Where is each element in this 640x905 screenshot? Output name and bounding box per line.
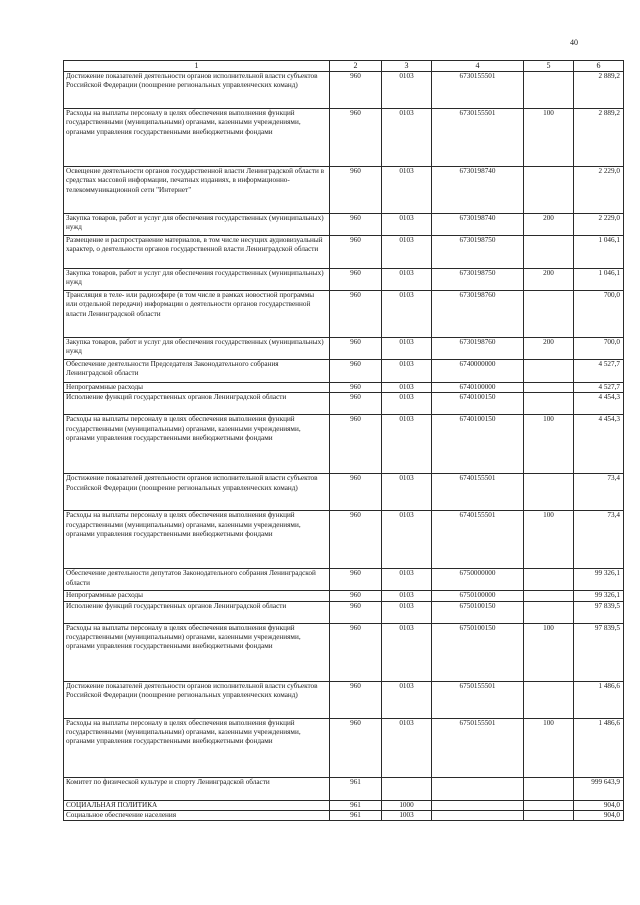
cell-name: СОЦИАЛЬНАЯ ПОЛИТИКА xyxy=(64,800,330,810)
cell-amount: 4 527,7 xyxy=(574,383,624,393)
cell-expense-type xyxy=(524,810,574,820)
cell-name: Достижение показателей деятельности органов исполнительной власти субъектов Российской Федерации (поощрение региональных управленческих команд) xyxy=(64,474,330,511)
cell-section-code: 1000 xyxy=(382,800,432,810)
cell-ved-code: 960 xyxy=(330,415,382,474)
cell-section-code: 0103 xyxy=(382,591,432,601)
cell-section-code: 0103 xyxy=(382,269,432,291)
cell-amount: 904,0 xyxy=(574,810,624,820)
cell-target-article xyxy=(432,777,524,800)
table-body xyxy=(64,72,624,821)
cell-section-code: 0103 xyxy=(382,474,432,511)
cell-section-code: 0103 xyxy=(382,415,432,474)
table-row xyxy=(64,623,624,681)
table-row xyxy=(64,591,624,601)
column-number-1: 1 xyxy=(64,61,330,72)
cell-name: Расходы на выплаты персоналу в целях обеспечения выполнения функций государственными (муниципальными) органами, казенными учреждениями, органами управления государственными внебюджетными фондами xyxy=(64,511,330,569)
cell-target-article: 6740155501 xyxy=(432,474,524,511)
cell-amount: 700,0 xyxy=(574,338,624,360)
table-row xyxy=(64,511,624,569)
table-row xyxy=(64,810,624,820)
cell-section-code: 0103 xyxy=(382,72,432,109)
cell-section-code: 0103 xyxy=(382,681,432,718)
cell-ved-code: 960 xyxy=(330,511,382,569)
cell-section-code: 0103 xyxy=(382,623,432,681)
cell-amount: 99 326,1 xyxy=(574,569,624,591)
cell-section-code: 0103 xyxy=(382,569,432,591)
cell-ved-code: 960 xyxy=(330,360,382,383)
table-row xyxy=(64,393,624,415)
cell-ved-code: 960 xyxy=(330,167,382,214)
cell-name: Расходы на выплаты персоналу в целях обеспечения выполнения функций государственными (муниципальными) органами, казенными учреждениями, органами управления государственными внебюджетными фондами xyxy=(64,109,330,167)
cell-amount: 4 454,3 xyxy=(574,393,624,415)
cell-name: Комитет по физической культуре и спорту Ленинградской области xyxy=(64,777,330,800)
table-row xyxy=(64,800,624,810)
column-number-5: 5 xyxy=(524,61,574,72)
cell-expense-type xyxy=(524,72,574,109)
cell-target-article xyxy=(432,810,524,820)
table-row xyxy=(64,383,624,393)
cell-expense-type xyxy=(524,601,574,623)
cell-expense-type xyxy=(524,474,574,511)
cell-name: Закупка товаров, работ и услуг для обеспечения государственных (муниципальных) нужд xyxy=(64,338,330,360)
cell-section-code: 0103 xyxy=(382,214,432,236)
cell-name: Обеспечение деятельности депутатов Законодательного собрания Ленинградской области xyxy=(64,569,330,591)
column-number-6: 6 xyxy=(574,61,624,72)
cell-expense-type xyxy=(524,800,574,810)
cell-name: Обеспечение деятельности Председателя Законодательного собрания Ленинградской области xyxy=(64,360,330,383)
cell-expense-type xyxy=(524,236,574,269)
cell-amount: 2 229,0 xyxy=(574,214,624,236)
cell-ved-code: 960 xyxy=(330,718,382,777)
cell-ved-code: 960 xyxy=(330,269,382,291)
cell-ved-code: 961 xyxy=(330,777,382,800)
table-row xyxy=(64,777,624,800)
cell-target-article: 6750100150 xyxy=(432,601,524,623)
cell-target-article: 6730198760 xyxy=(432,338,524,360)
cell-amount: 97 839,5 xyxy=(574,601,624,623)
cell-ved-code: 960 xyxy=(330,291,382,338)
cell-expense-type xyxy=(524,291,574,338)
cell-target-article: 6750155501 xyxy=(432,681,524,718)
column-number-3: 3 xyxy=(382,61,432,72)
cell-target-article: 6730198740 xyxy=(432,214,524,236)
cell-amount: 4 527,7 xyxy=(574,360,624,383)
cell-section-code: 0103 xyxy=(382,601,432,623)
cell-amount: 1 046,1 xyxy=(574,236,624,269)
cell-section-code: 0103 xyxy=(382,393,432,415)
cell-amount: 999 643,9 xyxy=(574,777,624,800)
cell-expense-type: 100 xyxy=(524,511,574,569)
cell-target-article: 6740100150 xyxy=(432,393,524,415)
cell-target-article: 6750000000 xyxy=(432,569,524,591)
cell-target-article: 6750155501 xyxy=(432,718,524,777)
cell-amount: 1 486,6 xyxy=(574,718,624,777)
table-row xyxy=(64,214,624,236)
cell-name: Социальное обеспечение населения xyxy=(64,810,330,820)
cell-ved-code: 960 xyxy=(330,591,382,601)
table-row xyxy=(64,338,624,360)
cell-name: Трансляция в теле- или радиоэфире (в том числе в рамках новостной программы или отдельной передачи) информации о деятельности органов государственной власти Ленинградской области xyxy=(64,291,330,338)
table-row xyxy=(64,360,624,383)
budget-table-wrapper xyxy=(63,60,623,821)
cell-amount: 73,4 xyxy=(574,474,624,511)
cell-ved-code: 960 xyxy=(330,109,382,167)
cell-ved-code: 960 xyxy=(330,236,382,269)
table-row xyxy=(64,718,624,777)
column-number-2: 2 xyxy=(330,61,382,72)
table-row xyxy=(64,109,624,167)
cell-amount: 2 229,0 xyxy=(574,167,624,214)
cell-section-code: 0103 xyxy=(382,338,432,360)
cell-name: Расходы на выплаты персоналу в целях обеспечения выполнения функций государственными (муниципальными) органами, казенными учреждениями, органами управления государственными внебюджетными фондами xyxy=(64,623,330,681)
cell-expense-type: 100 xyxy=(524,623,574,681)
table-row xyxy=(64,474,624,511)
cell-ved-code: 960 xyxy=(330,681,382,718)
cell-name: Расходы на выплаты персоналу в целях обеспечения выполнения функций государственными (муниципальными) органами, казенными учреждениями, органами управления государственными внебюджетными фондами xyxy=(64,718,330,777)
cell-amount: 73,4 xyxy=(574,511,624,569)
cell-expense-type: 200 xyxy=(524,214,574,236)
cell-amount: 1 046,1 xyxy=(574,269,624,291)
cell-expense-type xyxy=(524,569,574,591)
table-row xyxy=(64,72,624,109)
cell-amount: 904,0 xyxy=(574,800,624,810)
cell-expense-type xyxy=(524,681,574,718)
cell-target-article: 6730155501 xyxy=(432,72,524,109)
cell-ved-code: 960 xyxy=(330,569,382,591)
cell-name: Достижение показателей деятельности органов исполнительной власти субъектов Российской Федерации (поощрение региональных управленческих команд) xyxy=(64,72,330,109)
cell-target-article: 6740100150 xyxy=(432,415,524,474)
cell-target-article: 6740000000 xyxy=(432,360,524,383)
cell-expense-type xyxy=(524,591,574,601)
cell-name: Расходы на выплаты персоналу в целях обеспечения выполнения функций государственными (муниципальными) органами, казенными учреждениями, органами управления государственными внебюджетными фондами xyxy=(64,415,330,474)
cell-target-article: 6740100000 xyxy=(432,383,524,393)
cell-name: Закупка товаров, работ и услуг для обеспечения государственных (муниципальных) нужд xyxy=(64,214,330,236)
cell-amount: 1 486,6 xyxy=(574,681,624,718)
cell-expense-type: 200 xyxy=(524,338,574,360)
cell-expense-type xyxy=(524,360,574,383)
table-row xyxy=(64,681,624,718)
cell-target-article: 6740155501 xyxy=(432,511,524,569)
cell-section-code: 0103 xyxy=(382,291,432,338)
cell-ved-code: 960 xyxy=(330,601,382,623)
budget-table xyxy=(63,60,624,821)
cell-ved-code: 961 xyxy=(330,810,382,820)
cell-target-article xyxy=(432,800,524,810)
cell-ved-code: 960 xyxy=(330,72,382,109)
cell-amount: 700,0 xyxy=(574,291,624,338)
column-number-4: 4 xyxy=(432,61,524,72)
cell-section-code: 0103 xyxy=(382,167,432,214)
table-row xyxy=(64,291,624,338)
cell-expense-type xyxy=(524,167,574,214)
cell-expense-type: 100 xyxy=(524,718,574,777)
cell-ved-code: 960 xyxy=(330,623,382,681)
cell-section-code: 0103 xyxy=(382,383,432,393)
cell-name: Исполнение функций государственных органов Ленинградской области xyxy=(64,601,330,623)
cell-name: Закупка товаров, работ и услуг для обеспечения государственных (муниципальных) нужд xyxy=(64,269,330,291)
cell-target-article: 6730198740 xyxy=(432,167,524,214)
cell-target-article: 6750100000 xyxy=(432,591,524,601)
cell-name: Размещение и распространение материалов, в том числе несущих аудиовизуальный характер, о деятельности органов государственной власти Ленинградской области xyxy=(64,236,330,269)
cell-section-code: 0103 xyxy=(382,236,432,269)
cell-ved-code: 960 xyxy=(330,214,382,236)
cell-section-code: 0103 xyxy=(382,511,432,569)
cell-expense-type: 200 xyxy=(524,269,574,291)
cell-expense-type: 100 xyxy=(524,415,574,474)
page-number: 40 xyxy=(570,38,578,47)
cell-name: Исполнение функций государственных органов Ленинградской области xyxy=(64,393,330,415)
cell-ved-code: 960 xyxy=(330,383,382,393)
cell-section-code xyxy=(382,777,432,800)
cell-expense-type: 100 xyxy=(524,109,574,167)
cell-section-code: 0103 xyxy=(382,360,432,383)
cell-name: Достижение показателей деятельности органов исполнительной власти субъектов Российской Федерации (поощрение региональных управленческих команд) xyxy=(64,681,330,718)
cell-target-article: 6730198760 xyxy=(432,291,524,338)
cell-name: Непрограммные расходы xyxy=(64,591,330,601)
cell-amount: 4 454,3 xyxy=(574,415,624,474)
cell-ved-code: 960 xyxy=(330,338,382,360)
table-row xyxy=(64,415,624,474)
cell-amount: 2 889,2 xyxy=(574,72,624,109)
cell-target-article: 6750100150 xyxy=(432,623,524,681)
table-header-row xyxy=(64,61,624,72)
cell-name: Освещение деятельности органов государственной власти Ленинградской области в средствах массовой информации, печатных изданиях, в информационно-телекоммуникационной сети "Интернет" xyxy=(64,167,330,214)
cell-target-article: 6730198750 xyxy=(432,269,524,291)
cell-ved-code: 960 xyxy=(330,474,382,511)
cell-expense-type xyxy=(524,383,574,393)
cell-amount: 2 889,2 xyxy=(574,109,624,167)
cell-expense-type xyxy=(524,777,574,800)
cell-target-article: 6730198750 xyxy=(432,236,524,269)
cell-section-code: 1003 xyxy=(382,810,432,820)
table-row xyxy=(64,569,624,591)
table-row xyxy=(64,236,624,269)
cell-expense-type xyxy=(524,393,574,415)
table-row xyxy=(64,269,624,291)
table-row xyxy=(64,167,624,214)
cell-name: Непрограммные расходы xyxy=(64,383,330,393)
cell-target-article: 6730155501 xyxy=(432,109,524,167)
table-row xyxy=(64,601,624,623)
cell-amount: 97 839,5 xyxy=(574,623,624,681)
cell-section-code: 0103 xyxy=(382,109,432,167)
cell-ved-code: 960 xyxy=(330,393,382,415)
cell-ved-code: 961 xyxy=(330,800,382,810)
cell-amount: 99 326,1 xyxy=(574,591,624,601)
cell-section-code: 0103 xyxy=(382,718,432,777)
